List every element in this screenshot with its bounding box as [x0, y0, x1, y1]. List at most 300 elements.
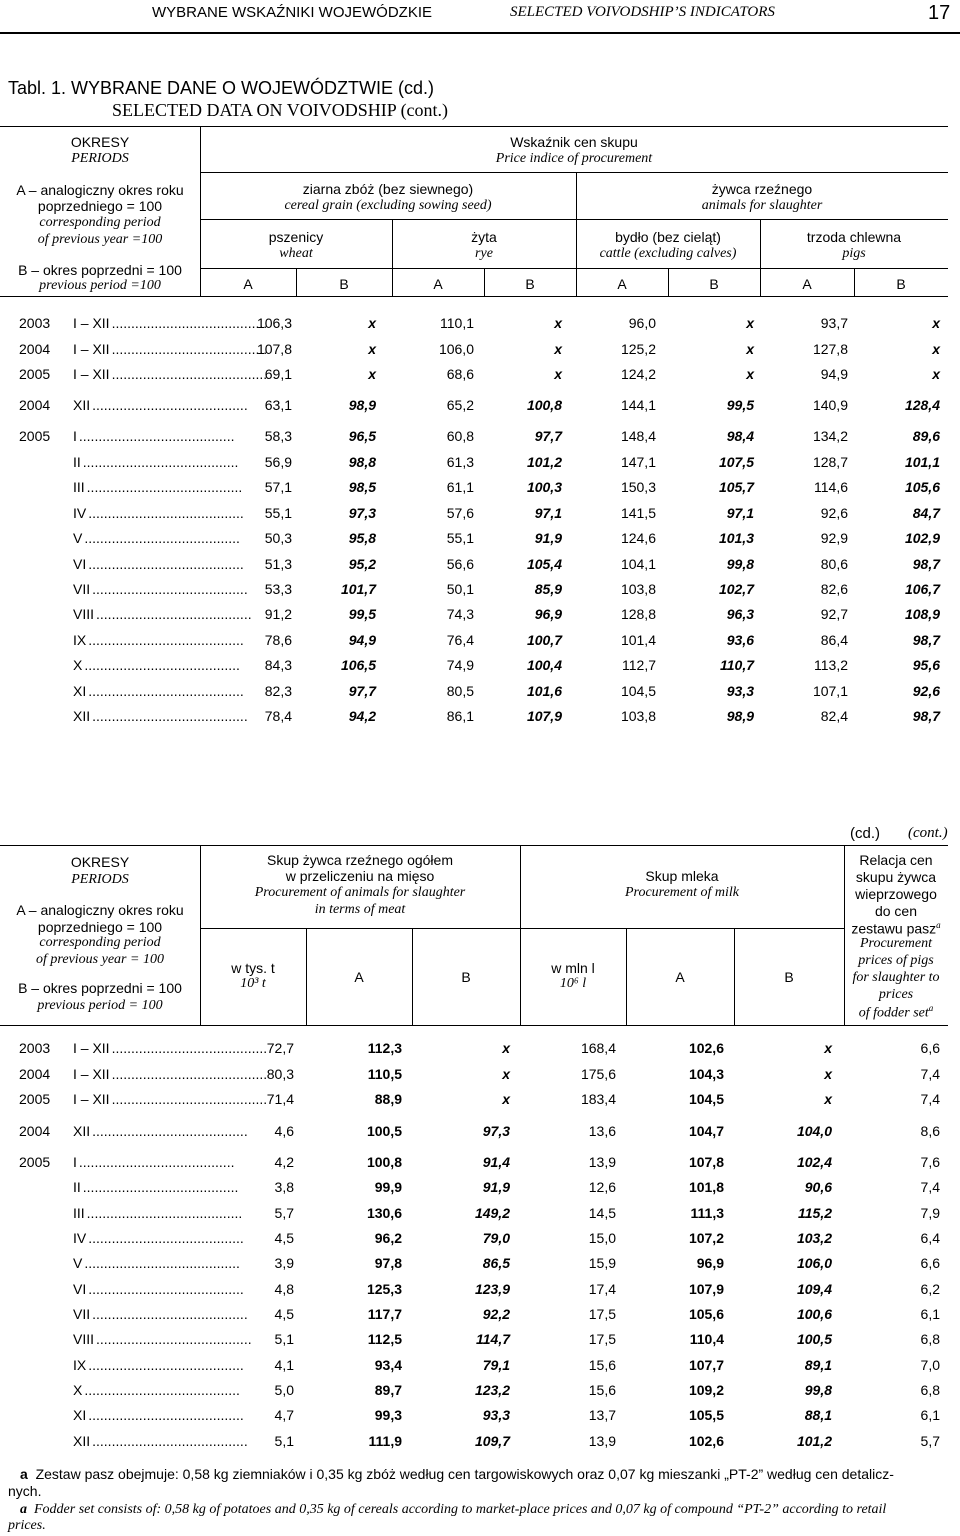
row-period: XII [73, 1433, 91, 1449]
row-period: I – XII [73, 1091, 110, 1107]
live-procurement-heading-l2: w przeliczeniu na mięso [285, 868, 435, 884]
table-cell: 102,6 [688, 1433, 724, 1449]
table-cell: 99,9 [374, 1179, 402, 1195]
table-cell: 93,3 [482, 1407, 510, 1423]
table-row [0, 1091, 960, 1115]
table-cell: x [824, 1066, 832, 1082]
table-cell: 13,9 [588, 1433, 616, 1449]
table-cell: 50,1 [446, 581, 474, 597]
table-cell: 100,6 [796, 1306, 832, 1322]
table-cell: 104,7 [688, 1123, 724, 1139]
table-row [0, 1255, 960, 1279]
table-row [0, 454, 960, 478]
page-subtitle: SELECTED DATA ON VOIVODSHIP (cont.) [112, 100, 449, 120]
table-cell: 50,3 [264, 530, 292, 546]
table-cell: 6,6 [920, 1040, 940, 1056]
table-cell: 100,4 [526, 657, 562, 673]
table-cell: 15,6 [588, 1357, 616, 1373]
table-cell: 149,2 [474, 1205, 510, 1221]
table-cell: 97,3 [348, 505, 376, 521]
table-cell: 150,3 [620, 479, 656, 495]
table-cell: 82,6 [820, 581, 848, 597]
table-cell: 7,4 [920, 1066, 940, 1082]
stub-a-line1: A – analogiczny okres roku [16, 182, 184, 198]
table-cell: 114,6 [814, 479, 848, 495]
row-period: XI [73, 683, 87, 699]
table-cell: 125,2 [620, 341, 656, 357]
table-cell: 106,7 [904, 581, 940, 597]
table-cell: 15,9 [588, 1255, 616, 1271]
table-cell: 97,7 [348, 683, 376, 699]
table-cell: 128,4 [904, 397, 940, 413]
table-row [0, 1407, 960, 1431]
stub-b-line2: previous period = 100 [37, 998, 163, 1013]
table-row [0, 341, 960, 365]
col-a-label: A [675, 969, 685, 985]
table-cell: 128,7 [812, 454, 848, 470]
table-cell: 111,3 [690, 1205, 724, 1221]
running-header-pl: WYBRANE WSKAŹNIKI WOJEWÓDZKIE [152, 4, 433, 21]
price-index-heading: Wskaźnik cen skupu [510, 134, 638, 150]
leader-dots: ........................................ [88, 1281, 244, 1297]
table-cell: 17,4 [588, 1281, 616, 1297]
table-cell: 101,4 [620, 632, 656, 648]
leader-dots: ........................................ [88, 683, 244, 699]
table-cell: 102,7 [718, 581, 754, 597]
table-cell: 7,0 [920, 1357, 940, 1373]
footnote-en-text: Fodder set consists of: 0,58 kg of potatoes and 0,35 kg of cereals according to market-place prices and 0,07 kg of compound “PT-2” according to retail [34, 1502, 887, 1517]
leader-dots: ........................................ [88, 632, 244, 648]
table-cell: 90,6 [804, 1179, 832, 1195]
table-cell: 97,8 [374, 1255, 402, 1271]
price-index-heading-en: Price indice of procurement [495, 151, 653, 166]
row-period: VI [73, 1281, 87, 1297]
row-period: XII [73, 397, 91, 413]
leader-dots: ........................................ [111, 341, 268, 357]
leader-dots: ........................................ [84, 1382, 240, 1398]
table-cell: x [554, 315, 562, 331]
table-cell: 97,1 [726, 505, 754, 521]
table-cell: 107,2 [688, 1230, 724, 1246]
table-cell: 88,9 [374, 1091, 402, 1107]
wheat-heading: pszenicy [268, 229, 324, 245]
table-row [0, 556, 960, 580]
table-cell: 94,9 [820, 366, 848, 382]
table-row [0, 366, 960, 390]
table-row [0, 505, 960, 529]
col-b-label: B [525, 276, 535, 292]
table-cell: 65,2 [446, 397, 474, 413]
relation-heading-l2: skupu żywca [855, 869, 937, 885]
table-cell: 102,4 [796, 1154, 832, 1170]
table-cell: 74,9 [446, 657, 474, 673]
table-cell: 109,7 [474, 1433, 510, 1449]
row-year: 2005 [19, 428, 51, 444]
row-period: I [73, 428, 77, 444]
table-cell: 183,4 [580, 1091, 616, 1107]
table-row [0, 1306, 960, 1330]
live-procurement-heading-en1: Procurement of animals for slaughter [254, 885, 466, 900]
table-cell: 85,9 [534, 581, 562, 597]
table-cell: 101,2 [526, 454, 562, 470]
leader-dots: ........................................ [82, 454, 239, 470]
table-cell: 107,8 [688, 1154, 724, 1170]
table-cell: 101,8 [688, 1179, 724, 1195]
table-cell: x [368, 341, 376, 357]
table-cell: x [368, 366, 376, 382]
table-cell: 7,6 [920, 1154, 940, 1170]
col-a-label: A [617, 276, 627, 292]
page-number: 17 [928, 2, 951, 24]
table-cell: x [932, 341, 940, 357]
table-cell: 8,6 [920, 1123, 940, 1139]
table-cell: 80,3 [266, 1066, 294, 1082]
table-cell: 14,5 [588, 1205, 616, 1221]
table-cell: 6,8 [920, 1331, 940, 1347]
footnote-mark: a [20, 1502, 27, 1517]
table-cell: 124,2 [620, 366, 656, 382]
table-cell: 7,4 [920, 1179, 940, 1195]
table-cell: 92,6 [912, 683, 940, 699]
table-row [0, 1382, 960, 1406]
live-heading-en: animals for slaughter [701, 198, 823, 213]
table-cell: 134,2 [812, 428, 848, 444]
table-cell: 104,5 [688, 1091, 724, 1107]
table-cell: 110,5 [367, 1066, 402, 1082]
table-cell: 110,1 [440, 315, 474, 331]
leader-dots: ........................................ [92, 708, 248, 724]
table-cell: 12,6 [588, 1179, 616, 1195]
table-cell: 94,9 [348, 632, 376, 648]
table-cell: 107,1 [812, 683, 848, 699]
footnote-marker: a [936, 920, 941, 930]
row-year: 2005 [19, 366, 51, 382]
table-cell: 96,9 [534, 606, 562, 622]
table-row [0, 1433, 960, 1457]
row-period: VIII [73, 1331, 95, 1347]
table-cell: 97,7 [534, 428, 562, 444]
table-cell: 101,1 [904, 454, 940, 470]
table-cell: 100,8 [526, 397, 562, 413]
table-cell: x [746, 315, 754, 331]
col-a-label: A [243, 276, 253, 292]
table-cell: 15,0 [588, 1230, 616, 1246]
leader-dots: ........................................ [84, 657, 240, 673]
grain-heading-en: cereal grain (excluding sowing seed) [284, 198, 492, 213]
table-cell: 5,1 [274, 1433, 294, 1449]
table-cell: 92,6 [820, 505, 848, 521]
table-cell: 84,7 [912, 505, 940, 521]
table-cell: 79,0 [482, 1230, 510, 1246]
table-cell: 108,9 [904, 606, 940, 622]
table-cell: 99,5 [726, 397, 754, 413]
table-cell: 84,3 [264, 657, 292, 673]
table-cell: 6,2 [920, 1281, 940, 1297]
cont-label-en: (cont.) [908, 825, 948, 841]
leader-dots: ........................................ [88, 1407, 244, 1423]
table-cell: 104,0 [796, 1123, 832, 1139]
table-cell: 105,7 [718, 479, 754, 495]
table-cell: 96,0 [628, 315, 656, 331]
footnote-en-line2: prices. [8, 1518, 46, 1533]
footnote-pl-text: Zestaw pasz obejmuje: 0,58 kg ziemniaków i 0,35 kg zbóż według cen targowiskowych oraz 0,07 kg mieszanki „PT-2” według cen detalicz- [35, 1466, 894, 1482]
table-cell: 61,1 [446, 479, 474, 495]
cattle-heading: bydło (bez cieląt) [615, 229, 721, 245]
table-cell: x [746, 341, 754, 357]
footnote-marker: a [928, 1003, 934, 1013]
table-cell: 5,0 [274, 1382, 294, 1398]
table-cell: 79,1 [482, 1357, 510, 1373]
table-cell: 4,2 [274, 1154, 294, 1170]
table-cell: 110,7 [720, 657, 754, 673]
rye-heading-en: rye [475, 246, 493, 261]
table-cell: 68,6 [446, 366, 474, 382]
table-cell: 105,6 [904, 479, 940, 495]
table-cell: 76,4 [446, 632, 474, 648]
table-cell: 91,9 [534, 530, 562, 546]
row-period: I [73, 1154, 77, 1170]
row-period: V [73, 1255, 83, 1271]
row-year: 2004 [19, 341, 51, 357]
row-period: X [73, 1382, 83, 1398]
table-cell: 95,6 [912, 657, 940, 673]
relation-heading-l3: wieprzowego [855, 886, 937, 902]
table-cell: 96,3 [726, 606, 754, 622]
table-row [0, 1040, 960, 1064]
table-row [0, 1331, 960, 1355]
milk-heading-en: Procurement of milk [624, 885, 740, 900]
row-period: III [73, 1205, 85, 1221]
footnote-mark: a [20, 1466, 28, 1482]
leader-dots: ........................................ [84, 530, 240, 546]
table-cell: 103,2 [796, 1230, 832, 1246]
table-cell: 103,8 [620, 581, 656, 597]
table-cell: 109,4 [796, 1281, 832, 1297]
table-cell: 86,4 [820, 632, 848, 648]
stub-periods: PERIODS [71, 151, 129, 166]
table1-header-bottom-rule [0, 296, 948, 297]
relation-heading-en1: Procurement [859, 936, 933, 951]
table-row [0, 479, 960, 503]
table-cell: 110,4 [689, 1331, 724, 1347]
row-year: 2004 [19, 1123, 51, 1139]
table-cell: 13,7 [588, 1407, 616, 1423]
table-cell: 101,7 [340, 581, 376, 597]
table2-header-bottom-rule [0, 1025, 948, 1026]
table-cell: 80,6 [820, 556, 848, 572]
leader-dots: ........................................ [111, 1040, 268, 1056]
col-a-label: A [802, 276, 812, 292]
table-cell: x [502, 1091, 510, 1107]
table-row [0, 1281, 960, 1305]
row-year: 2003 [19, 315, 51, 331]
col-b-label: B [339, 276, 349, 292]
col-b-label: B [461, 969, 471, 985]
row-period: XI [73, 1407, 87, 1423]
table-cell: 7,4 [920, 1091, 940, 1107]
table-cell: 127,8 [812, 341, 848, 357]
table-cell: 98,5 [348, 479, 376, 495]
row-period: V [73, 530, 83, 546]
table-cell: 105,6 [688, 1306, 724, 1322]
unit-million-litres-en: 10⁶ l [559, 976, 587, 991]
table-row [0, 1230, 960, 1254]
table-cell: 98,9 [348, 397, 376, 413]
table-row [0, 530, 960, 554]
table-cell: 99,8 [726, 556, 754, 572]
table-cell: 92,2 [482, 1306, 510, 1322]
pigs-heading: trzoda chlewna [806, 229, 902, 245]
table-cell: 111,9 [368, 1433, 402, 1449]
table-cell: 104,1 [620, 556, 656, 572]
stub-b-line1: B – okres poprzedni = 100 [18, 262, 182, 278]
row-period: IV [73, 505, 87, 521]
table-cell: 4,1 [274, 1357, 294, 1373]
table-cell: 106,0 [796, 1255, 832, 1271]
table-row [0, 1066, 960, 1090]
table1-top-rule [0, 126, 948, 127]
leader-dots: ........................................ [111, 315, 268, 331]
table-cell: 98,7 [912, 632, 940, 648]
table-row [0, 708, 960, 732]
table-cell: 6,1 [920, 1407, 940, 1423]
leader-dots: ........................................ [92, 1306, 248, 1322]
table-cell: 15,6 [588, 1382, 616, 1398]
leader-dots: ........................................ [111, 1066, 268, 1082]
leader-dots: ........................................ [82, 1179, 239, 1195]
table-cell: x [932, 315, 940, 331]
table-cell: 74,3 [446, 606, 474, 622]
table-cell: 112,5 [367, 1331, 402, 1347]
table-cell: 89,6 [912, 428, 940, 444]
table-row [0, 1205, 960, 1229]
table-row [0, 428, 960, 452]
stub-a-line3: corresponding period [39, 935, 161, 950]
table-cell: 124,6 [620, 530, 656, 546]
col-b-label: B [896, 276, 906, 292]
table-cell: 6,1 [920, 1306, 940, 1322]
table-cell: 97,3 [482, 1123, 510, 1139]
table-cell: 53,3 [264, 581, 292, 597]
row-year: 2004 [19, 397, 51, 413]
table-row [0, 632, 960, 656]
table-cell: 94,2 [348, 708, 376, 724]
table-cell: 88,1 [804, 1407, 832, 1423]
col-b-label: B [709, 276, 719, 292]
table-cell: 71,4 [266, 1091, 294, 1107]
table-row [0, 1154, 960, 1178]
stub-periods: PERIODS [71, 872, 129, 887]
table-cell: 112,3 [367, 1040, 402, 1056]
table-cell: 101,6 [526, 683, 562, 699]
table-cell: 82,3 [264, 683, 292, 699]
table-cell: 99,5 [348, 606, 376, 622]
table-cell: 112,7 [622, 657, 656, 673]
milk-heading: Skup mleka [645, 868, 719, 884]
table-cell: 7,9 [920, 1205, 940, 1221]
table-cell: 147,1 [620, 454, 656, 470]
row-year: 2004 [19, 1066, 51, 1082]
table-row [0, 683, 960, 707]
row-period: X [73, 657, 83, 673]
table-cell: 175,6 [580, 1066, 616, 1082]
table-cell: 5,7 [274, 1205, 294, 1221]
table-cell: 4,8 [274, 1281, 294, 1297]
table-cell: 55,1 [446, 530, 474, 546]
row-period: I – XII [73, 1066, 110, 1082]
pigs-heading-en: pigs [842, 246, 866, 261]
table-cell: 5,1 [274, 1331, 294, 1347]
table-cell: 92,9 [820, 530, 848, 546]
relation-heading-l5 [844, 920, 948, 937]
table-cell: 107,7 [688, 1357, 724, 1373]
table-cell: x [824, 1040, 832, 1056]
table-cell: 125,3 [366, 1281, 402, 1297]
relation-heading-l4: do cen [874, 903, 918, 919]
table-cell: 6,4 [920, 1230, 940, 1246]
table-cell: 95,8 [348, 530, 376, 546]
leader-dots: ........................................ [78, 428, 235, 444]
table-cell: 144,1 [620, 397, 656, 413]
table-cell: x [932, 366, 940, 382]
relation-heading-l5-text: zestawu pasz [851, 920, 937, 937]
row-period: I – XII [73, 341, 110, 357]
stub-b-line2: previous period =100 [39, 278, 161, 293]
table-cell: 98,7 [912, 708, 940, 724]
table-cell: 17,5 [588, 1331, 616, 1347]
relation-heading-en3: for slaughter to [852, 970, 940, 985]
table-cell: x [368, 315, 376, 331]
table-cell: 3,8 [274, 1179, 294, 1195]
stub-b-line1: B – okres poprzedni = 100 [18, 980, 182, 996]
leader-dots: ........................................ [78, 1154, 235, 1170]
relation-heading-l1: Relacja cen [859, 852, 933, 868]
table-cell: 55,1 [264, 505, 292, 521]
table-row [0, 315, 960, 339]
table-cell: 100,3 [526, 479, 562, 495]
stub-a-line4: of previous year =100 [37, 232, 163, 247]
table-cell: 96,9 [696, 1255, 724, 1271]
unit-thousand-tonnes: w tys. t [231, 960, 275, 976]
live-heading: żywca rzeźnego [711, 181, 813, 197]
table-cell: 106,0 [438, 341, 474, 357]
table-cell: 113,2 [814, 657, 848, 673]
table-cell: 78,6 [264, 632, 292, 648]
table-cell: 123,9 [474, 1281, 510, 1297]
row-year: 2005 [19, 1091, 51, 1107]
col-a-label: A [354, 969, 364, 985]
live-procurement-heading-en2: in terms of meat [314, 902, 406, 917]
stub-a-line3: corresponding period [39, 215, 161, 230]
col-b-label: B [784, 969, 794, 985]
table-cell: 82,4 [820, 708, 848, 724]
table-cell: 91,9 [482, 1179, 510, 1195]
relation-heading-en2: prices of pigs [858, 953, 934, 968]
table-cell: 104,5 [620, 683, 656, 699]
stub-a-line2: poprzedniego = 100 [37, 198, 163, 214]
table-cell: 92,7 [820, 606, 848, 622]
table-row [0, 397, 960, 421]
table-cell: 72,7 [266, 1040, 294, 1056]
table-cell: 100,7 [526, 632, 562, 648]
cattle-heading-en: cattle (excluding calves) [599, 246, 737, 261]
leader-dots: ........................................ [86, 479, 243, 495]
table-cell: 93,6 [726, 632, 754, 648]
footnote-en [20, 1502, 886, 1518]
table-cell: 98,4 [726, 428, 754, 444]
table-cell: 89,7 [374, 1382, 402, 1398]
leader-dots: ........................................ [92, 581, 248, 597]
